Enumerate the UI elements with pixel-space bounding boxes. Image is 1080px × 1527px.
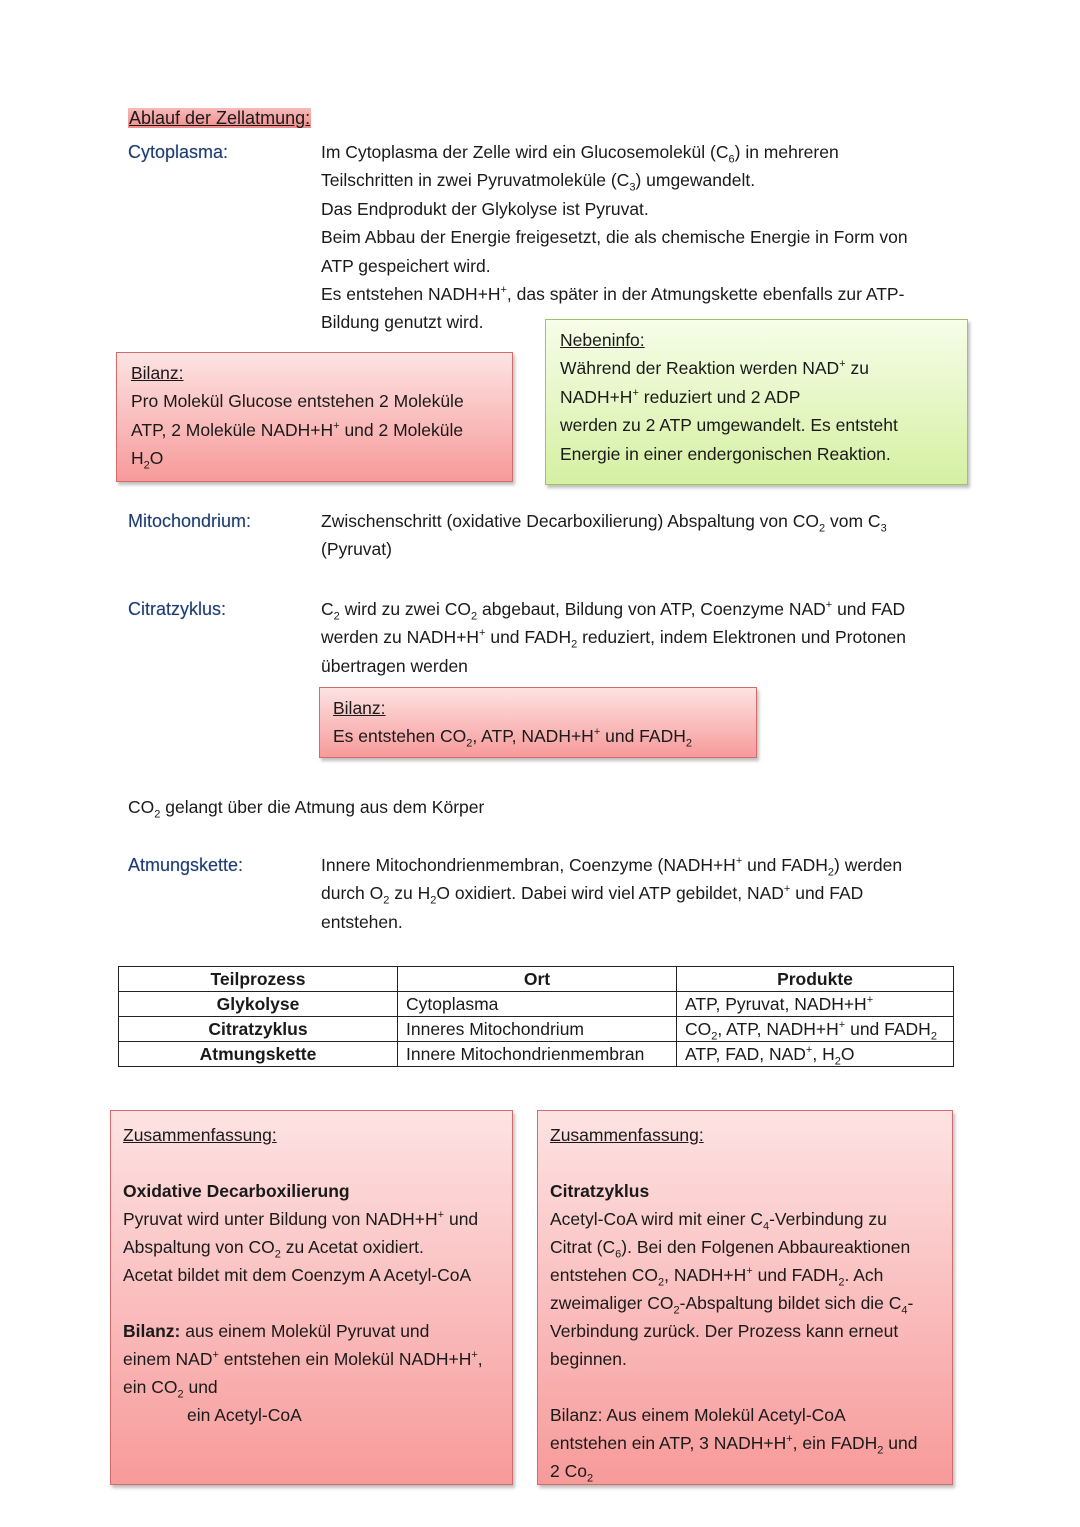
section-label-mitochondrium: Mitochondrium: <box>128 511 252 531</box>
page-title: Ablauf der Zellatmung: <box>129 108 311 128</box>
nebeninfo-box: Nebeninfo: Während der Reaktion werden NAD+ zu NADH+H+ reduziert und 2 ADP werden zu 2 ATP umgewandelt. Es entsteht Energie in einer endergonischen Reaktion. <box>545 319 968 485</box>
table-cell: Atmungskette <box>119 1042 398 1067</box>
atmungskette-text: Innere Mitochondrienmembran, Coenzyme (NADH+H+ und $FADH_2$) werden durch $O_2$ zu $H_2O$ oxidiert. Dabei wird viel ATP gebildet, NAD+ und FAD entstehen. <box>321 855 903 932</box>
table-row <box>119 992 954 1017</box>
summary-table <box>118 966 954 1067</box>
table-cell: $CO_2$, ATP, NADH+H+ und $FADH_2$ <box>677 1017 954 1042</box>
table-header: Teilprozess <box>119 967 398 992</box>
mitochondrium-text: Zwischenschritt (oxidative Decarboxilierung) Abspaltung von $CO_2$ vom $C_3$ (Pyruvat) <box>321 511 887 560</box>
table-cell: Citratzyklus <box>119 1017 398 1042</box>
summary-box-decarboxilierung: Zusammenfassung: Oxidative Decarboxilierung Pyruvat wird unter Bildung von NADH+H+ und Abspaltung von $CO_2$ zu Acetat oxidiert. Acetat bildet mit dem Coenzym A Acetyl-CoA Bilanz: aus einem Molekül Pyruvat und einem NAD+ entstehen ein Molekül NADH+H+, ein $CO_2$ und ein Acetyl-CoA <box>110 1110 513 1485</box>
table-cell: Cytoplasma <box>398 992 677 1017</box>
table-cell: Glykolyse <box>119 992 398 1017</box>
bilanz-box-citratzyklus: Bilanz: Es entstehen $CO_2$, ATP, NADH+H+ und $FADH_2$ <box>319 687 757 758</box>
table-cell: ATP, Pyruvat, NADH+H+ <box>677 992 954 1017</box>
table-header: Ort <box>398 967 677 992</box>
table-header-row <box>119 967 954 992</box>
section-label-atmungskette: Atmungskette: <box>128 855 244 875</box>
citratzyklus-text: $C_2$ wird zu zwei $CO_2$ abgebaut, Bildung von ATP, Coenzyme NAD+ und FAD werden zu NADH+H+ und $FADH_2$ reduziert, indem Elektronen und Protonen übertragen werden <box>321 599 907 676</box>
bilanz-box-glykolyse: Bilanz: Pro Molekül Glucose entstehen 2 Moleküle ATP, 2 Moleküle NADH+H+ und 2 Moleküle $H_2O$ <box>116 352 513 482</box>
table-header: Produkte <box>677 967 954 992</box>
table-row <box>119 1017 954 1042</box>
co2-note: $CO_2$ gelangt über die Atmung aus dem Körper <box>128 797 485 821</box>
section-label-citratzyklus: Citratzyklus: <box>128 599 227 619</box>
section-label-cytoplasma: Cytoplasma: <box>128 142 229 162</box>
table-row <box>119 1042 954 1067</box>
table-cell: Inneres Mitochondrium <box>398 1017 677 1042</box>
cytoplasma-text: Im Cytoplasma der Zelle wird ein Glucosemolekül $(C_6)$ in mehreren Teilschritten in zwei Pyruvatmoleküle $(C_3)$ umgewandelt. Das Endprodukt der Glykolyse ist Pyruvat. Beim Abbau der Energie freigesetzt, die als chemische Energie in Form von ATP gespeichert wird. Es entstehen NADH+H+, das später in der Atmungskette ebenfalls zur ATP- Bildung genutzt wird. <box>321 142 908 333</box>
table-cell: ATP, FAD, NAD+, $H_2O$ <box>677 1042 954 1067</box>
table-cell: Innere Mitochondrienmembran <box>398 1042 677 1067</box>
summary-box-citratzyklus: Zusammenfassung: Citratzyklus Acetyl-CoA wird mit einer $C_4$-Verbindung zu Citrat $(C_6)$. Bei den Folgenen Abbaureaktionen entstehen $CO_2$, NADH+H+ und $FADH_2$. Ach zweimaliger $CO_2$-Abspaltung bildet sich die $C_4-$ Verbindung zurück. Der Prozess kann erneut beginnen. Bilanz: Aus einem Molekül Acetyl-CoA entstehen ein ATP, 3 NADH+H+, ein $FADH_2$ und 2 $Co_2$ <box>537 1110 953 1485</box>
